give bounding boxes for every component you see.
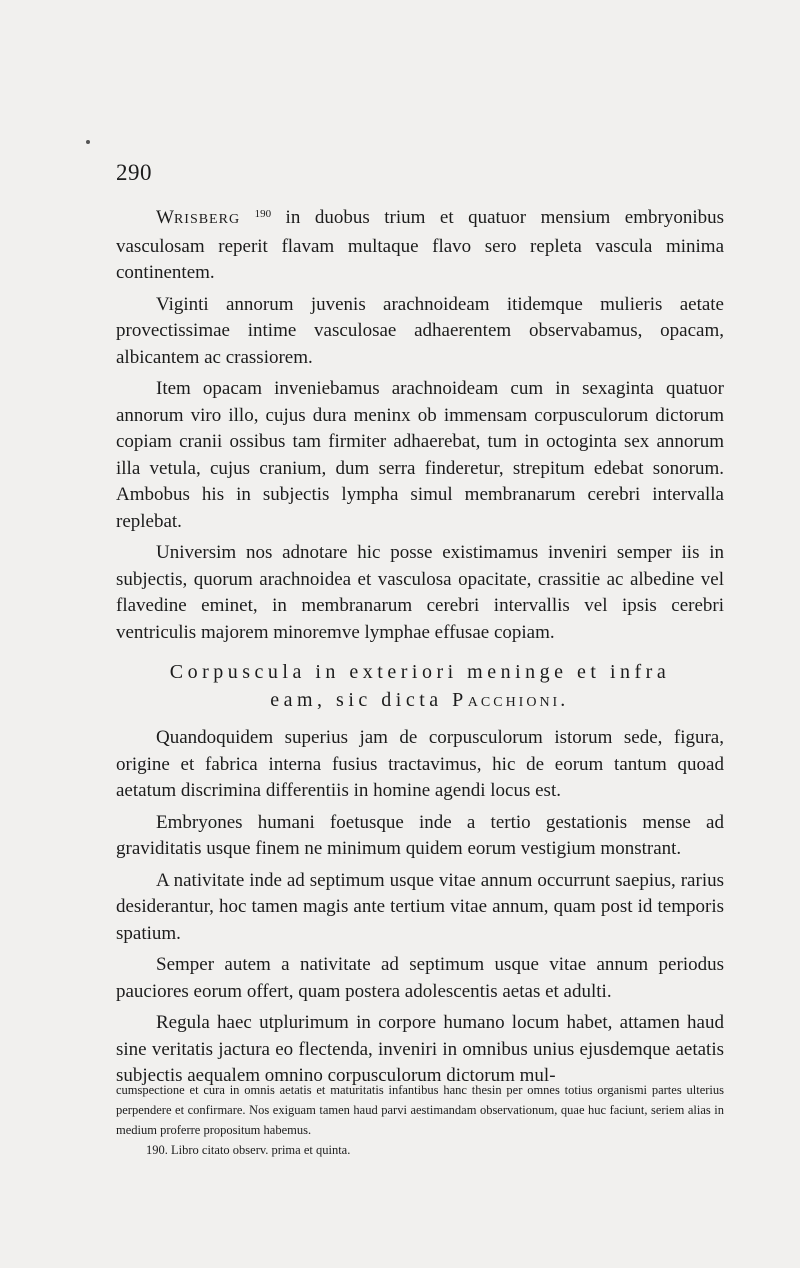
author-initial: W	[156, 207, 174, 228]
paragraph-9: Regula haec utplurimum in corpore humano locum habet, attamen haud sine veritatis jactura eo flectenda, inveniri in omnibus unius ejusdemque aetatis subjectis aequalem omnino corpusculorum dictorum mul-	[116, 1012, 724, 1086]
footnotes	[116, 1080, 724, 1160]
heading-line-2	[116, 686, 724, 717]
page-number: 290	[116, 160, 152, 185]
paragraph-8: Semper autem a nativitate ad septimum usque vitae annum periodus pauciores eorum offert, quam postera adolescentis aetas et adulti.	[116, 954, 724, 1002]
paragraph-7: A nativitate inde ad septimum usque vitae annum occurrunt saepius, rarius desiderantur, hoc tamen magis ante tertium vitae annum, quam post id temporis spatium.	[116, 869, 724, 944]
heading-name-initial: P	[452, 689, 468, 711]
paragraph-1	[116, 205, 724, 287]
heading-line-1: Corpuscula in exteriori meninge et infra	[169, 661, 671, 683]
footnote-190: 190. Libro citato observ. prima et quinta.	[146, 1143, 351, 1157]
paragraph-2: Viginti annorum juvenis arachnoideam itidemque mulieris aetate provectissimae intime vasculosae adhaerentem observabamus, opacam, albicantem ac crassiorem.	[116, 293, 724, 368]
ink-mark	[86, 140, 90, 144]
paragraph-5: Quandoquidem superius jam de corpusculorum istorum sede, figura, origine et fabrica interna fusius tractavimus, hic de eorum tantum quoad aetatum discrimina differentiis in homine agendi locus est.	[116, 727, 724, 801]
heading-line-2-suffix: .	[560, 689, 570, 711]
heading-line-2-prefix: eam, sic dicta	[270, 689, 453, 711]
paragraph-6: Embryones humani foetusque inde a tertio gestationis mense ad graviditatis usque finem ne minimum quidem eorum vestigium monstrant.	[116, 811, 724, 859]
paragraph-1-text: in duobus trium et quatuor mensium embryonibus vasculosam reperit flavam multaque flavo sero repleta vascula minima continentem.	[116, 207, 724, 283]
footnote-continuation: cumspectione et cura in omnis aetatis et maturitatis infantibus hanc thesin per omnes totius organismi partes ulterius perpendere et confirmare. Nos exiguam tamen haud parvi aestimandam observationum, quae huc faciunt, seriem alias in medium proferre propositum habemus.	[116, 1083, 724, 1137]
heading-name-rest: ACCHIONI	[467, 695, 561, 710]
author-name	[156, 207, 240, 228]
footnote-ref: 190	[254, 208, 272, 220]
paragraph-3: Item opacam inveniebamus arachnoideam cum in sexaginta quatuor annorum viro illo, cujus dura meninx ob immensam corpusculorum dictorum copiam cranii ossibus tam firmiter adhaerebat, tum in octoginta sex annorum illa vetula, cujus cranium, dum serra finderetur, strepitum edebat sonorum. Ambobus his in subjectis lympha simul membranarum cerebri intervalla replebat.	[116, 378, 724, 532]
main-text	[116, 205, 724, 1095]
section-heading	[116, 658, 724, 717]
paragraph-4: Universim nos adnotare hic posse existimamus inveniri semper iis in subjectis, quorum arachnoidea et vasculosa opacitate, crassitie ac albedine vel flavedine eminet, in membranarum cerebri intervallis vel ipsis cerebri ventriculis majorem minoremve lymphae effusae copiam.	[116, 542, 724, 643]
author-rest: RISBERG	[173, 212, 241, 227]
